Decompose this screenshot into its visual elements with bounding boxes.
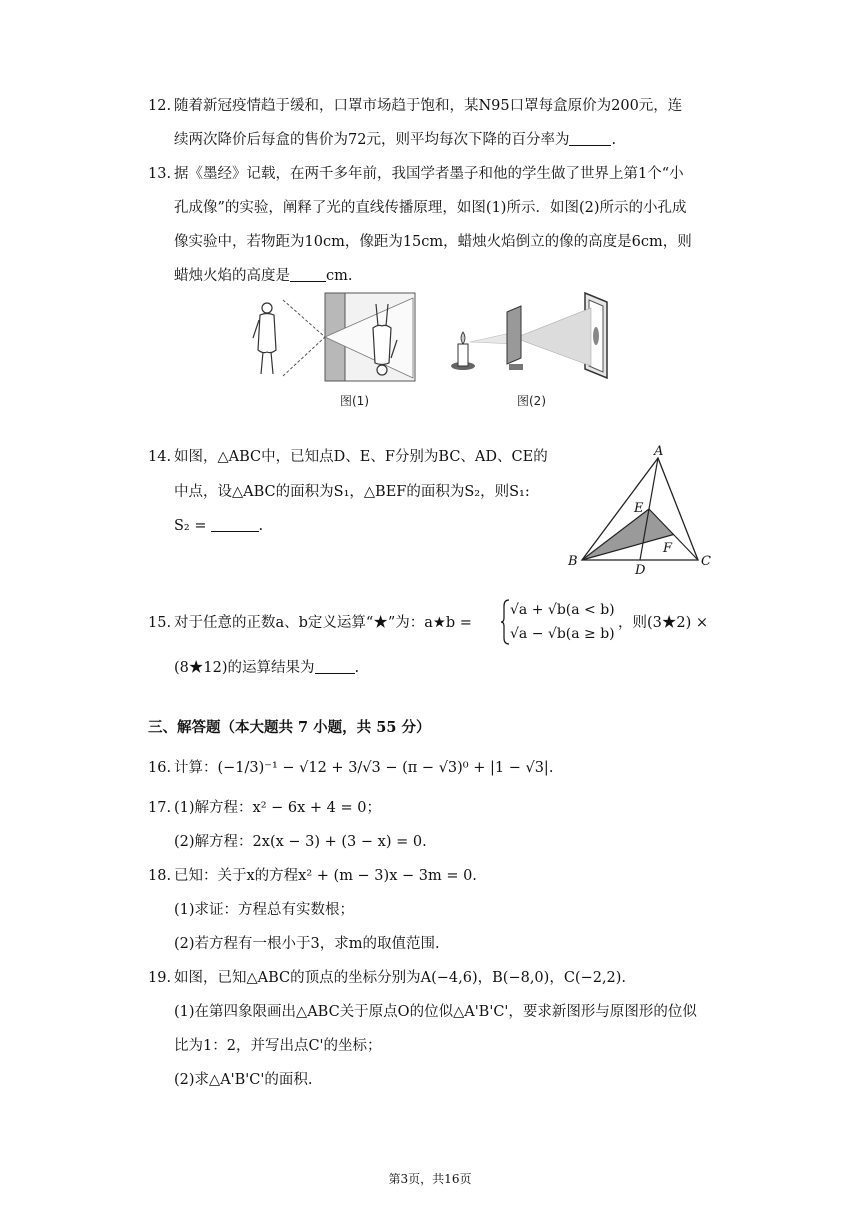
q18-number: 18. xyxy=(148,868,172,884)
q15-number: 15. xyxy=(148,615,172,631)
q15-case1: √a + √b(a < b) xyxy=(510,602,615,618)
q14-line3: S₂ = . xyxy=(174,518,264,534)
q15-line2: (8★12)的运算结果为 . xyxy=(174,660,360,676)
q13-figure-2-caption: 图(2) xyxy=(517,394,546,408)
q18-part2: (2)若方程有一根小于3，求m的取值范围. xyxy=(174,936,440,952)
q14-answer-blank xyxy=(211,517,259,532)
q15-case2: √a − √b(a ≥ b) xyxy=(510,626,615,642)
q16-number: 16. xyxy=(148,760,172,776)
q15-answer-blank xyxy=(315,659,355,674)
q12-line2: 续两次降价后每盒的售价为72元，则平均每次下降的百分率为 . xyxy=(174,132,617,148)
q13-line3: 像实验中，若物距为10cm，像距为15cm，蜡烛火焰倒立的像的高度是6cm，则 xyxy=(174,234,692,250)
q13-figure-1 xyxy=(245,290,420,385)
page-footer: 第3页，共16页 xyxy=(388,1172,472,1186)
q14-label-e: E xyxy=(634,501,644,516)
q14-triangle-figure xyxy=(564,444,724,576)
q15-line1-pre: 对于任意的正数a、b定义运算“★”为：a★b = xyxy=(174,615,472,631)
q13-answer-blank xyxy=(290,267,326,282)
q14-number: 14. xyxy=(148,449,172,465)
section-3-title: 三、解答题（本大题共 7 小题，共 55 分） xyxy=(148,719,431,736)
q14-label-f: F xyxy=(663,541,673,556)
q17-number: 17. xyxy=(148,800,172,816)
q18-stem: 已知：关于x的方程x² + (m − 3)x − 3m = 0. xyxy=(174,868,477,884)
q17-part1: (1)解方程：x² − 6x + 4 = 0； xyxy=(174,800,381,816)
q12-answer-blank xyxy=(569,131,611,146)
q15-line1-post: ，则(3★2) × xyxy=(618,615,709,631)
q19-number: 19. xyxy=(148,970,172,986)
q13-line1: 据《墨经》记载，在两千多年前，我国学者墨子和他的学生做了世界上第1个“小 xyxy=(174,166,684,182)
q18-part1: (1)求证：方程总有实数根； xyxy=(174,902,355,918)
q15-brace xyxy=(500,598,510,646)
q19-part1-line1: (1)在第四象限画出△ABC关于原点O的位似△A'B'C'，要求新图形与原图形的位似 xyxy=(174,1004,697,1020)
q14-label-a: A xyxy=(654,444,664,459)
q16-text: 计算：(−1/3)⁻¹ − √12 + 3/√3 − (π − √3)⁰ + |1 − √3|. xyxy=(174,760,554,776)
q19-stem: 如图，已知△ABC的顶点的坐标分别为A(−4,6)，B(−8,0)，C(−2,2). xyxy=(174,970,627,986)
q13-figure-2 xyxy=(445,290,610,385)
q14-label-b: B xyxy=(568,554,578,569)
q14-line1: 如图，△ABC中，已知点D、E、F分别为BC、AD、CE的 xyxy=(174,449,548,465)
q14-label-c: C xyxy=(701,554,711,569)
q12-line1: 随着新冠疫情趋于缓和，口罩市场趋于饱和，某N95口罩每盒原价为200元，连 xyxy=(174,98,683,114)
q12-number: 12. xyxy=(148,98,172,114)
q14-line2: 中点，设△ABC的面积为S₁，△BEF的面积为S₂，则S₁: xyxy=(174,484,530,500)
q13-line4: 蜡烛火焰的高度是 cm. xyxy=(174,268,353,284)
q13-figure-1-caption: 图(1) xyxy=(340,394,369,408)
q14-label-d: D xyxy=(635,563,646,576)
q13-number: 13. xyxy=(148,166,172,182)
q19-part2: (2)求△A'B'C'的面积. xyxy=(174,1072,313,1088)
q13-line2: 孔成像”的实验，阐释了光的直线传播原理，如图(1)所示．如图(2)所示的小孔成 xyxy=(174,200,687,216)
q17-part2: (2)解方程：2x(x − 3) + (3 − x) = 0. xyxy=(174,834,427,850)
q19-part1-line2: 比为1：2，并写出点C'的坐标； xyxy=(174,1038,382,1054)
